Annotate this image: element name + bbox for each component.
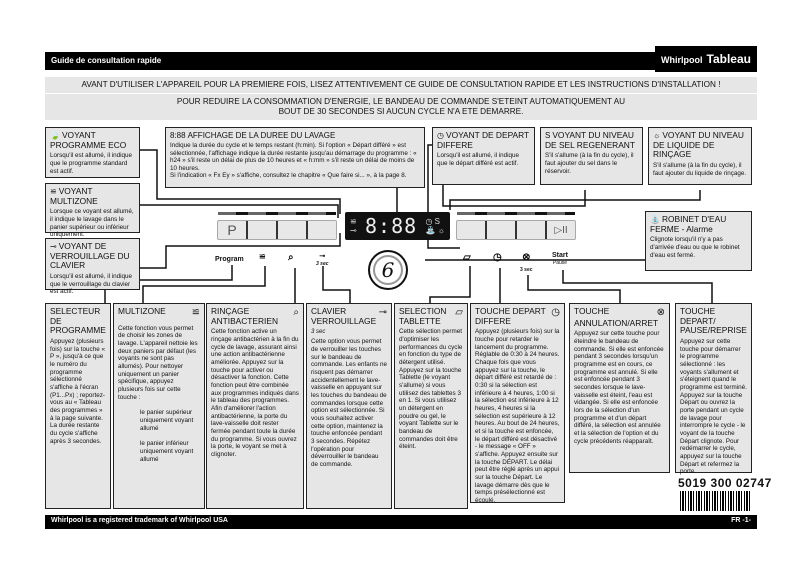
start-pause-button[interactable]: ▷II [554, 224, 568, 236]
program-dial[interactable] [368, 250, 408, 290]
function-tablet: ▱ SELECTION TABLETTE Cette sélection permet d'optimiser les performances du cycle en fonction du type de détergent utilisé. Appuyez sur la touche Tablette (le voyant s'allume) si vous utilisez des tablettes 3 en 1. Si vous utilisez un détergent en poudre ou gel, le voyant Tablette sur le bandeau de commandes doit être éteint. [394, 303, 468, 509]
multizone-icon: ≌ [259, 252, 266, 261]
display-right-icons: ◷ S ⛲ ☼ [425, 217, 445, 235]
option-upper-basket: le panier supérieur uniquement voyant allumé [140, 409, 194, 432]
display [345, 212, 450, 240]
leaf-icon: 🍃 [50, 131, 60, 140]
right-panel-stripe [457, 212, 575, 215]
delay-clock-icon: ◷ [493, 252, 502, 263]
tablet-icon: ▱ [455, 307, 463, 318]
antibacterial-icon: ⌕ [288, 252, 294, 263]
program-label: Program [215, 256, 244, 263]
warning-energy: POUR REDUIRE LA CONSOMMATION D'ENERGIE, LE BANDEAU DE COMMANDE S'ETEINT AUTOMATIQUEMENT AU BOUT DE 30 SECONDES SI AUCUN CYCLE N'A ETE DEMARRE. [45, 94, 757, 120]
lock-3sec-label: 3 sec [316, 261, 329, 267]
callout-eco: 🍃 VOYANT PROGRAMME ECO Lorsqu'il est allumé, il indique que le programme standard est actif. [45, 127, 140, 178]
antibacterial-button[interactable] [278, 221, 308, 239]
function-cancel: ⊗ TOUCHE ANNULATION/ARRET Appuyez sur cette touche pour éteindre le bandeau de commande. Si elle est enfoncée pendant 3 secondes lorsqu'un programme est en cours, ce programme est annulé. Si elle est enfoncée pendant 3 secondes lorsque le lave-vaisselle est éteint, l'eau est vidangée. Si elle est enfoncée lors de la sélection d'un programme et d'un départ différé, la sélection est annulée et la sélection de l'option et du cycle précédents réapparaît. [569, 303, 670, 473]
left-panel-stripe [218, 212, 336, 215]
tablet-button[interactable] [457, 221, 487, 239]
callout-lock: ⊸ VOYANT DE VERROUILLAGE DU CLAVIER Lorsqu'il est allumé, il indique que le verrouillage du clavier est actif. [45, 238, 140, 290]
multizone-button[interactable] [248, 221, 278, 239]
logo-text: Tableau [706, 52, 751, 66]
tablet-icon: ▱ [463, 252, 471, 263]
key-icon: ⊸ [378, 307, 387, 318]
function-delay-start: ◷ TOUCHE DEPART DIFFERE Appuyez (plusieurs fois) sur la touche pour retarder le lancement du programme. Réglable de 0:30 à 24 heures. Chaque fois que vous appuyez sur la touche, le départ différé est retardé de : 0:30 si la sélection est inférieure à 4 heures, 1:00 si la sélection est inférieure à 12 heures, 4 heures si la sélection est supérieure à 12 heures. Au bout de 24 heures, et si la touche est enfoncée, le départ différé est désactivé - le message « OFF » s'affiche. Appuyez ensuite sur la touche DÉPART. Le délai peut être réglé après un appui sur la touche Départ. Le lavage démarre dès que le temps présélectionné est écoulé. [470, 303, 565, 503]
barcode [680, 491, 752, 511]
cancel-button[interactable] [517, 221, 547, 239]
multizone-icon: ≌ [191, 307, 200, 318]
start-label: Start Pause [552, 252, 568, 266]
brand-name: Whirlpool [661, 55, 703, 65]
lock-button[interactable] [308, 221, 336, 239]
left-button-panel [217, 220, 337, 240]
digits-icon: 8:88 [170, 131, 186, 140]
dial-number: 6 [381, 258, 395, 282]
function-antibacterial-rinse: ⌕ RINÇAGE ANTIBACTERIEN Cette fonction active un rinçage antibactérien à la fin du cycle de lavage, assurant ainsi une action antibactérienne améliorée. Appuyez sur la touche pour activer ou désactiver la fonction. Cette fonction peut être combinée aux programmes indiqués dans le tableau des programmes. Afin d'améliorer l'action antibactérienne, la porte du lave-vaisselle doit rester fermée pendant toute la durée du programme. Si vous ouvrez la porte, le voyant se met à clignoter. [206, 303, 304, 509]
right-button-panel [456, 220, 576, 240]
callout-delay: ◷ VOYANT DE DEPART DIFFERE Lorsqu'il est allumé, il indique que le départ différé est actif. [432, 127, 535, 185]
function-program-selector: SELECTEUR DE PROGRAMME Appuyez (plusieurs fois) sur la touche « P », jusqu'à ce que le numéro du programme sélectionné s'affiche à l'écran (P1...Px) ; reportez-vous au « Tableau des programmes » à la page suivante. La durée restante du cycle s'affiche après 3 secondes. [45, 303, 111, 509]
cancel-icon: ⊗ [656, 307, 665, 318]
lock-icon: ⊸ 3 sec [316, 253, 329, 267]
callout-salt: S VOYANT DU NIVEAU DE SEL REGENERANT S'il s'allume (à la fin du cycle), il faut ajouter du sel dans le réservoir. [540, 127, 643, 185]
function-start-pause: TOUCHE DEPART/ PAUSE/REPRISE Appuyez sur cette touche pour démarrer le programme sélectionné : les voyants s'allument et s'éteignent quand le programme est terminé. Appuyez sur la touche Départ ou ouvrez la porte pendant un cycle de lavage pour interrompre le cycle - le voyant de la touche Départ clignote. Pour redémarrer le cycle, appuyez sur la touche Départ et refermez la porte. [675, 303, 752, 473]
warning-first-use: AVANT D'UTILISER L'APPAREIL POUR LA PREMIERE FOIS, LISEZ ATTENTIVEMENT CE GUIDE DE CONSULTATION RAPIDE ET LES INSTRUCTIONS D'INSTALLATION ! [45, 77, 757, 93]
cancel-3sec-label: 3 sec [520, 267, 533, 273]
function-multizone: ≌ MULTIZONE Cette fonction vous permet de choisir les zones de lavage. L'appareil nettoie les deux paniers par défaut (les voyants ne sont pas allumés). Pour nettoyer uniquement un panier spécifique, appuyez plusieurs fois sur cette touche : le panier supérieur uniquement voyant allumé le panier inférieur uniquement voyant allumé [113, 303, 205, 509]
cancel-icon: ⊗ 3 sec [520, 252, 533, 273]
barcode-number: 5019 300 02747 [678, 476, 772, 490]
key-icon: ⊸ [50, 242, 57, 251]
callout-multizone: ≌ VOYANT MULTIZONE Lorsque ce voyant est allumé, il indique le lavage dans le panier supérieur ou inférieur uniquement. [45, 183, 140, 233]
callout-display: 8:88 AFFICHAGE DE LA DUREE DU LAVAGE Indique la durée du cycle et le temps restant (h:min). Si l'option « Départ différé » est sélectionnée, l'affichage indique la durée restante jusqu'au démarrage du programme : « h24 » s'il reste un délai de plus de 10 heures et « h:mm » s'il reste un délai de moins de 10 heures. Si l'indication « Fx Ey » s'affiche, consultez le chapitre « Que faire si... », à la page 8. [165, 127, 425, 188]
option-lower-basket: le panier inférieur uniquement voyant allumé [140, 440, 194, 463]
header-title: Guide de consultation rapide [51, 56, 162, 65]
display-error-note: Si l'indication « Fx Ey » s'affiche, consultez le chapitre « Que faire si... », à la page 8. [170, 172, 407, 180]
footer-bar [45, 515, 757, 529]
program-button[interactable]: P [218, 221, 248, 239]
display-left-icons: ≌ ⊸ [350, 217, 357, 235]
callout-rinse-aid: ☼ VOYANT DU NIVEAU DE LIQUIDE DE RINÇAGE S'il s'allume (à la fin du cycle), il faut ajouter du liquide de rinçage. [648, 127, 752, 185]
function-keyboard-lock: ⊸ CLAVIER VERROUILLAGE 3 sec Cette option vous permet de verrouiller les touches sur le bandeau de commande. Les enfants ne risquent pas démarrer accidentellement le lave-vaisselle en appuyant sur les touches du bandeau de commandes lorsque cette option est sélectionnée. Si vous souhaitez activer cette option, maintenez la touche enfoncée pendant 3 secondes. Répétez l'opération pour déverrouiller le bandeau de commande. [306, 303, 392, 509]
page-number: FR -1- [731, 517, 751, 524]
basket-icon: ≌ [50, 187, 57, 196]
display-description: Indique la durée du cycle et le temps restant (h:min). Si l'option « Départ différé » est sélectionnée, l'affichage indique la durée restante jusqu'au démarrage du programme : « h24 » s'il reste un délai de plus de 10 heures et « h:mm » s'il reste un délai de moins de 10 heures. [170, 142, 417, 172]
delay-clock-icon: ◷ [551, 307, 560, 318]
tap-icon: ⛲ [650, 215, 660, 224]
delay-button[interactable] [487, 221, 517, 239]
clock-icon: ◷ [437, 131, 444, 140]
antibacterial-icon: ⌕ [293, 307, 299, 318]
display-digits: 8:88 [365, 214, 418, 238]
salt-icon: S [545, 131, 551, 140]
sun-icon: ☼ [653, 131, 661, 140]
callout-tap: ⛲ ROBINET D'EAU FERME - Alarme Clignote lorsqu'il n'y a pas d'arrivée d'eau ou que le robinet d'eau est fermé. [645, 211, 752, 271]
trademark-notice: Whirlpool is a registered trademark of Whirlpool USA [51, 517, 228, 524]
